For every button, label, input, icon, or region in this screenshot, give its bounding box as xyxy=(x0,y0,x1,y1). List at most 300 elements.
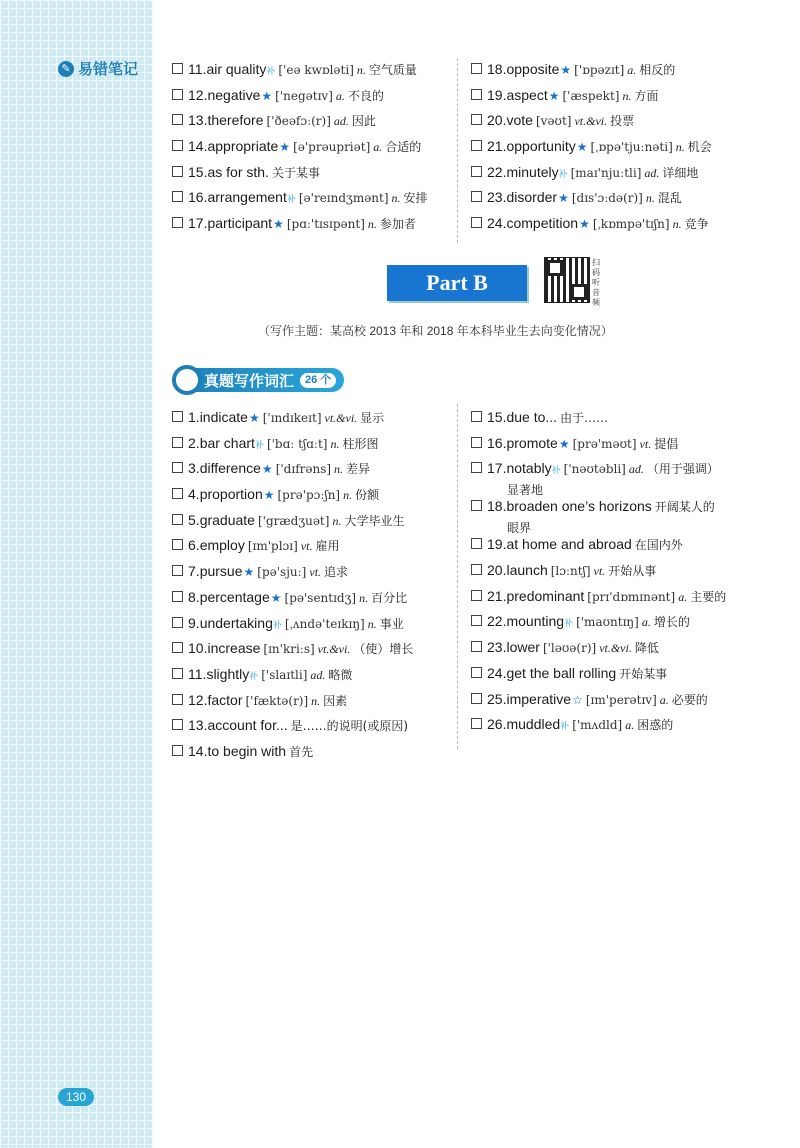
checkbox[interactable] xyxy=(172,565,183,576)
supplement-icon: 补 xyxy=(286,194,296,205)
vocab-item xyxy=(172,717,457,743)
vocab-meaning-cont: 显著地 xyxy=(507,483,544,498)
word-count-badge: 26 个 xyxy=(300,373,336,388)
vocab-word: therefore xyxy=(207,112,264,129)
vocab-item xyxy=(172,666,457,692)
vocab-pos: n. xyxy=(356,63,366,77)
vocab-number: 3. xyxy=(188,460,200,477)
vocab-phonetic: ['ɒpəzɪt] xyxy=(574,63,625,77)
checkbox[interactable] xyxy=(172,63,183,74)
vocab-phonetic: [prɪ'dɒmɪnənt] xyxy=(587,589,676,604)
vocab-pos: vt.&vi. xyxy=(317,642,351,657)
vocab-pos: n. xyxy=(334,462,344,477)
vocab-word: bar chart xyxy=(199,434,255,451)
vocab-word: difference xyxy=(199,460,261,477)
vocab-number: 16. xyxy=(487,434,507,451)
vocab-word: arrangement xyxy=(207,189,287,206)
checkbox[interactable] xyxy=(471,564,482,575)
checkbox[interactable] xyxy=(471,462,482,473)
vocab-word: launch xyxy=(506,562,548,579)
vocab-item xyxy=(172,563,457,589)
checkbox[interactable] xyxy=(471,693,482,704)
vocab-item xyxy=(471,639,791,665)
vocab-phonetic: ['dɪfrəns] xyxy=(275,462,332,477)
vocab-meaning: 差异 xyxy=(346,462,371,477)
vocab-number: 26. xyxy=(487,716,507,733)
checkbox[interactable] xyxy=(172,539,183,550)
star-icon: ★ xyxy=(263,488,275,503)
checkbox[interactable] xyxy=(172,462,183,473)
vocab-item xyxy=(172,112,452,138)
supplement-icon: 补 xyxy=(272,619,282,630)
vocab-meaning: 开阔某人的 xyxy=(654,500,715,515)
vocab-word: predominant xyxy=(506,587,585,604)
vocab-pos: vt. xyxy=(593,564,606,579)
vocab-number: 22. xyxy=(487,613,507,630)
vocab-word: appropriate xyxy=(207,138,279,155)
vocab-phonetic: ['fæktə(r)] xyxy=(245,693,309,708)
vocab-word: slightly xyxy=(206,665,250,682)
vocab-pos: vt. xyxy=(639,436,652,451)
vocab-item xyxy=(172,435,457,461)
checkbox[interactable] xyxy=(471,538,482,549)
checkbox[interactable] xyxy=(172,166,183,177)
vocab-meaning: 柱形图 xyxy=(342,436,379,451)
supplement-icon: 补 xyxy=(254,439,264,450)
vocab-meaning: 由于…… xyxy=(560,411,609,425)
vocab-phonetic: [ɪm'plɔɪ] xyxy=(247,539,298,554)
vocab-item xyxy=(172,409,457,435)
vocab-pos: a. xyxy=(659,692,669,707)
checkbox[interactable] xyxy=(172,694,183,705)
vocab-phonetic: [prə'məʊt] xyxy=(572,436,637,451)
vocab-phonetic: [ɪm'perətɪv] xyxy=(585,692,657,707)
checkbox[interactable] xyxy=(172,514,183,525)
checkbox[interactable] xyxy=(471,411,482,422)
vocab-item xyxy=(471,691,791,717)
vocab-word: broaden one’s horizons xyxy=(506,498,652,515)
vocab-item xyxy=(471,562,791,588)
vocab-pos: a. xyxy=(625,718,635,733)
vocab-word: indicate xyxy=(199,409,248,425)
checkbox[interactable] xyxy=(172,617,183,628)
vocab-word: opportunity xyxy=(506,138,576,155)
checkbox[interactable] xyxy=(172,668,183,679)
vocab-item xyxy=(471,409,791,435)
section-title: 真题写作词汇 xyxy=(204,372,295,390)
vocab-pos: n. xyxy=(367,217,377,232)
vocab-item xyxy=(172,615,457,641)
vocab-item xyxy=(172,589,457,615)
vocab-meaning: 份额 xyxy=(355,488,380,503)
vocab-item xyxy=(471,87,791,113)
vocab-word: air quality xyxy=(206,61,267,77)
vocab-pos: a. xyxy=(641,615,651,630)
vocab-word: account for... xyxy=(207,717,288,734)
vocab-phonetic: ['eə kwɒləti] xyxy=(278,63,354,77)
vocab-word: to begin with xyxy=(207,742,287,759)
vocab-phonetic: ['grædʒuət] xyxy=(257,513,330,528)
vocab-item xyxy=(172,537,457,563)
vocab-phonetic: [ɪn'kriːs] xyxy=(263,642,315,657)
vocab-word: opposite xyxy=(506,61,560,77)
vocab-meaning: 详细地 xyxy=(662,165,699,180)
vocab-item xyxy=(471,665,791,691)
vocab-item xyxy=(471,112,791,138)
vocab-phonetic: ['mʌdld] xyxy=(572,718,623,733)
vocab-item xyxy=(172,61,452,87)
part-b-left-column xyxy=(172,409,457,769)
vocab-word: increase xyxy=(207,640,261,657)
vocab-meaning: 空气质量 xyxy=(368,63,417,77)
writing-topic-subtitle: （写作主题：某高校 2013 年和 2018 年本科毕业生去向变化情况） xyxy=(258,324,613,338)
vocab-item xyxy=(172,164,452,190)
checkbox[interactable] xyxy=(172,217,183,228)
vocab-phonetic: ['bɑː tʃɑːt] xyxy=(266,436,328,451)
vocab-number: 7. xyxy=(188,563,200,580)
vocab-meaning: 追求 xyxy=(324,565,349,580)
vocab-number: 24. xyxy=(487,664,507,681)
vocab-number: 10. xyxy=(188,640,208,657)
supplement-icon: 补 xyxy=(266,66,276,76)
vocab-meaning: 在国内外 xyxy=(634,538,683,553)
vocab-item xyxy=(471,215,791,241)
supplement-icon: 补 xyxy=(249,670,259,681)
vocab-number: 1. xyxy=(188,409,200,425)
vocab-number: 11. xyxy=(188,665,207,682)
vocab-word: competition xyxy=(506,215,579,232)
checkbox[interactable] xyxy=(471,140,482,151)
vocab-meaning: 安排 xyxy=(403,191,428,206)
vocab-item xyxy=(471,164,791,190)
vocab-item xyxy=(172,640,457,666)
vocab-meaning: 参加者 xyxy=(379,217,416,232)
column-divider xyxy=(457,58,458,243)
vocab-phonetic: ['maʊntɪŋ] xyxy=(576,615,639,630)
vocab-meaning: 混乱 xyxy=(657,191,682,206)
vocab-word: vote xyxy=(506,112,533,129)
vocab-item xyxy=(471,716,791,742)
vocab-number: 4. xyxy=(188,486,200,503)
vocab-word: mounting xyxy=(506,613,565,630)
section-header xyxy=(174,368,344,392)
vocab-item xyxy=(172,512,457,538)
vocab-number: 21. xyxy=(487,138,507,155)
vocab-pos: a. xyxy=(678,589,688,604)
vocab-number: 21. xyxy=(487,587,507,604)
vocab-number: 8. xyxy=(188,588,200,605)
checkbox[interactable] xyxy=(471,191,482,202)
vocab-meaning: 提倡 xyxy=(654,436,679,451)
vocab-number: 22. xyxy=(487,163,507,180)
vocab-number: 12. xyxy=(188,691,208,708)
vocab-meaning: 开始某事 xyxy=(619,666,668,681)
vocab-pos: a. xyxy=(627,63,637,77)
checkbox[interactable] xyxy=(471,590,482,601)
vocab-meaning: 机会 xyxy=(687,140,712,155)
vocab-meaning: 困惑的 xyxy=(637,718,674,733)
vocab-word: disorder xyxy=(506,189,558,206)
qr-code-icon[interactable] xyxy=(545,258,589,302)
vocab-word: notably xyxy=(506,460,552,477)
vocab-meaning: （使）增长 xyxy=(353,642,414,657)
vocab-pos: n. xyxy=(391,191,401,206)
vocab-word: graduate xyxy=(199,511,255,528)
magnifier-icon xyxy=(172,365,202,395)
supplement-icon: 补 xyxy=(560,721,570,732)
grid-sidebar xyxy=(0,0,153,1148)
vocab-pos: ad. xyxy=(644,165,660,180)
checkbox[interactable] xyxy=(172,591,183,602)
star-icon: ★ xyxy=(248,411,260,425)
vocab-pos: ad. xyxy=(628,462,644,477)
checkbox[interactable] xyxy=(471,63,482,74)
vocab-phonetic: [vəʊt] xyxy=(535,114,572,129)
vocab-word: aspect xyxy=(506,86,548,103)
vocab-item xyxy=(172,87,452,113)
vocab-number: 14. xyxy=(188,138,208,155)
star-icon: ★ xyxy=(273,217,284,232)
checkbox[interactable] xyxy=(471,89,482,100)
vocab-word: due to... xyxy=(506,409,558,425)
vocab-word: proportion xyxy=(199,486,263,503)
vocab-number: 13. xyxy=(188,112,208,129)
vocab-phonetic: ['ðeəfɔː(r)] xyxy=(266,114,331,129)
checkbox[interactable] xyxy=(471,437,482,448)
vocab-word: factor xyxy=(207,691,243,708)
vocab-phonetic: [pə'sentɪdʒ] xyxy=(284,590,357,605)
vocab-number: 18. xyxy=(487,61,507,77)
vocab-pos: n. xyxy=(367,616,377,631)
vocab-meaning: 必要的 xyxy=(671,692,708,707)
vocab-meaning: 降低 xyxy=(634,641,659,656)
vocab-meaning: 大学毕业生 xyxy=(344,513,405,528)
part-b-title: Part B xyxy=(387,265,527,301)
vocab-number: 5. xyxy=(188,511,200,528)
vocab-pos: vt. xyxy=(300,539,313,554)
vocab-meaning: 主要的 xyxy=(690,589,727,604)
star-icon: ★ xyxy=(261,88,273,103)
vocab-item xyxy=(471,613,791,639)
qr-caption: 扫码听音频 xyxy=(592,258,600,307)
checkbox[interactable] xyxy=(172,140,183,151)
vocab-number: 13. xyxy=(188,717,208,734)
vocab-word: minutely xyxy=(506,163,559,180)
vocab-number: 23. xyxy=(487,189,507,206)
vocab-phonetic: [ˌɒpə'tjuːnəti] xyxy=(590,140,673,155)
vocab-pos: vt. xyxy=(309,565,322,580)
vocab-pos: a. xyxy=(373,140,383,155)
checkbox[interactable] xyxy=(172,89,183,100)
part-b-right-column xyxy=(471,409,791,742)
checkbox[interactable] xyxy=(471,641,482,652)
checkbox[interactable] xyxy=(172,745,183,756)
star-icon: ★ xyxy=(279,140,291,155)
vocab-phonetic: [pə'sjuː] xyxy=(257,565,307,580)
vocab-phonetic: [ə'reɪndʒmənt] xyxy=(298,191,389,206)
star-icon: ★ xyxy=(576,140,588,155)
checkbox[interactable] xyxy=(471,667,482,678)
checkbox[interactable] xyxy=(471,114,482,125)
vocab-meaning: 百分比 xyxy=(371,590,408,605)
star-icon: ★ xyxy=(558,191,569,206)
vocab-number: 11. xyxy=(188,61,207,77)
vocab-phonetic: [pɑː'tɪsɪpənt] xyxy=(286,217,365,232)
vocab-number: 24. xyxy=(487,215,507,232)
checkbox[interactable] xyxy=(172,719,183,730)
vocab-meaning-cont: 眼界 xyxy=(507,521,532,536)
vocab-item xyxy=(471,138,791,164)
star-icon: ★ xyxy=(558,436,570,451)
vocab-pos: n. xyxy=(645,191,655,206)
vocab-item xyxy=(471,498,791,536)
vocab-pos: n. xyxy=(330,436,340,451)
checkbox[interactable] xyxy=(172,642,183,653)
vocab-phonetic: [dɪs'ɔːdə(r)] xyxy=(571,191,643,206)
checkbox[interactable] xyxy=(172,114,183,125)
vocab-item xyxy=(172,486,457,512)
vocab-phonetic: ['ɪndɪkeɪt] xyxy=(262,411,322,425)
vocab-number: 17. xyxy=(188,215,208,232)
page-number: 130 xyxy=(58,1088,94,1106)
vocab-number: 17. xyxy=(487,460,507,477)
vocab-word: participant xyxy=(207,215,273,232)
column-divider-b xyxy=(457,404,458,749)
vocab-word: at home and abroad xyxy=(506,536,632,553)
star-icon: ★ xyxy=(579,217,590,232)
checkbox[interactable] xyxy=(172,488,183,499)
vocab-word: pursue xyxy=(199,563,243,580)
vocab-phonetic: [ˌʌndə'teɪkɪŋ] xyxy=(284,616,365,631)
vocab-word: lower xyxy=(506,639,540,656)
vocab-phonetic: ['æspekt] xyxy=(562,88,620,103)
vocab-item xyxy=(172,189,452,215)
vocab-pos: a. xyxy=(335,88,345,103)
vocab-pos: n. xyxy=(332,513,342,528)
vocab-word: imperative xyxy=(506,690,572,707)
vocab-pos: n. xyxy=(675,140,685,155)
vocab-number: 19. xyxy=(487,536,507,553)
part-a-left-column xyxy=(172,61,452,241)
vocab-meaning: 不良的 xyxy=(347,88,384,103)
vocab-number: 19. xyxy=(487,86,507,103)
checkbox[interactable] xyxy=(172,437,183,448)
vocab-word: employ xyxy=(199,537,245,554)
vocab-number: 20. xyxy=(487,562,507,579)
vocab-number: 23. xyxy=(487,639,507,656)
checkbox[interactable] xyxy=(471,217,482,228)
vocab-pos: n. xyxy=(343,488,353,503)
vocab-number: 15. xyxy=(487,409,507,425)
pen-icon: ✎ xyxy=(58,61,74,77)
checkbox[interactable] xyxy=(471,615,482,626)
vocab-phonetic: ['slaɪtli] xyxy=(261,667,308,682)
vocab-meaning: 开始从事 xyxy=(608,564,657,579)
vocab-item xyxy=(471,460,791,498)
vocab-word: percentage xyxy=(199,588,270,605)
vocab-meaning: 因素 xyxy=(323,693,348,708)
vocab-number: 16. xyxy=(188,189,208,206)
vocab-item xyxy=(172,215,452,241)
vocab-item xyxy=(471,435,791,461)
vocab-meaning: （用于强调） xyxy=(646,462,719,477)
vocab-meaning: 因此 xyxy=(351,114,376,129)
vocab-number: 12. xyxy=(188,86,208,103)
vocab-meaning: 雇用 xyxy=(315,539,340,554)
vocab-meaning: 相反的 xyxy=(639,63,676,77)
part-a-right-column xyxy=(471,61,791,241)
vocab-phonetic: ['nəʊtəbli] xyxy=(563,462,626,477)
supplement-icon: 补 xyxy=(558,168,568,179)
checkbox[interactable] xyxy=(172,411,183,422)
vocab-meaning: 合适的 xyxy=(385,140,422,155)
supplement-icon: 补 xyxy=(551,465,561,476)
star-icon: ★ xyxy=(243,565,255,580)
star-icon: ★ xyxy=(261,462,273,477)
vocab-meaning: 关于某事 xyxy=(271,165,320,180)
vocab-pos: ad. xyxy=(333,114,349,129)
vocab-phonetic: [ə'prəupriət] xyxy=(293,140,371,155)
checkbox[interactable] xyxy=(471,718,482,729)
vocab-number: 20. xyxy=(487,112,507,129)
vocab-meaning: 显示 xyxy=(360,411,385,425)
vocab-phonetic: ['ləʊə(r)] xyxy=(542,641,597,656)
vocab-word: negative xyxy=(207,86,261,103)
vocab-pos: n. xyxy=(359,590,369,605)
vocab-meaning: 增长的 xyxy=(653,615,690,630)
vocab-word: promote xyxy=(506,434,558,451)
vocab-pos: n. xyxy=(622,88,632,103)
vocab-item xyxy=(172,138,452,164)
vocab-item xyxy=(471,61,791,87)
checkbox[interactable] xyxy=(471,500,482,511)
vocab-word: muddled xyxy=(506,716,561,733)
star-icon: ☆ xyxy=(572,692,583,707)
vocab-meaning: 投票 xyxy=(610,114,635,129)
checkbox[interactable] xyxy=(172,191,183,202)
vocab-pos: vt.&vi. xyxy=(599,641,632,656)
vocab-number: 25. xyxy=(487,690,507,707)
vocab-phonetic: ['negətɪv] xyxy=(275,88,333,103)
vocab-word: get the ball rolling xyxy=(506,664,617,681)
vocab-number: 18. xyxy=(487,498,507,515)
vocab-item xyxy=(471,536,791,562)
vocab-pos: vt.&vi. xyxy=(324,411,358,425)
vocab-word: undertaking xyxy=(199,614,273,631)
vocab-meaning: 方面 xyxy=(634,88,659,103)
vocab-item xyxy=(172,692,457,718)
vocab-meaning: 竞争 xyxy=(684,217,709,232)
vocab-meaning: 事业 xyxy=(379,616,404,631)
vocab-item xyxy=(471,189,791,215)
vocab-phonetic: [prə'pɔːʃn] xyxy=(277,488,341,503)
brand-label xyxy=(58,58,138,79)
vocab-item xyxy=(172,743,457,769)
star-icon: ★ xyxy=(548,88,560,103)
vocab-number: 15. xyxy=(188,163,208,180)
vocab-pos: vt.&vi. xyxy=(574,114,608,129)
supplement-icon: 补 xyxy=(564,618,574,629)
vocab-phonetic: [maɪ'njuːtli] xyxy=(570,165,642,180)
brand-text: 易错笔记 xyxy=(78,61,139,78)
star-icon: ★ xyxy=(560,63,572,77)
vocab-item xyxy=(172,460,457,486)
vocab-word: as for sth. xyxy=(207,163,269,180)
vocab-pos: n. xyxy=(311,693,321,708)
vocab-pos: ad. xyxy=(310,667,326,682)
checkbox[interactable] xyxy=(471,166,482,177)
vocab-meaning: 略微 xyxy=(328,667,353,682)
